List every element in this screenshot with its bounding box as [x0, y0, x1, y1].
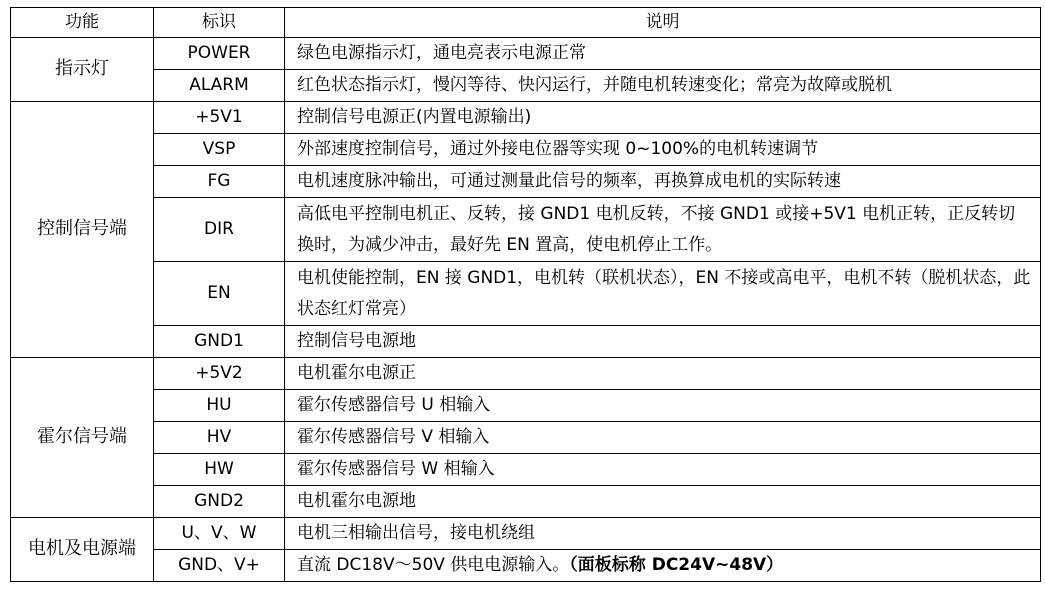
group-hall-signal: 霍尔信号端 [11, 358, 154, 518]
table-row [11, 486, 1041, 518]
signal-id: GND1 [154, 326, 285, 358]
header-description: 说明 [285, 8, 1041, 38]
power-input-text: 直流 DC18V～50V 供电电源输入。 [297, 555, 570, 576]
signal-id: GND2 [154, 486, 285, 518]
table-row [11, 134, 1041, 166]
signal-id: ALARM [154, 70, 285, 102]
group-control-signal: 控制信号端 [11, 102, 154, 358]
table-row [11, 454, 1041, 486]
signal-id: VSP [154, 134, 285, 166]
signal-id: HU [154, 390, 285, 422]
header-function: 功能 [11, 8, 154, 38]
signal-description: 红色状态指示灯，慢闪等待、快闪运行，并随电机转速变化；常亮为故障或脱机 [285, 70, 1041, 102]
signal-id: +5V1 [154, 102, 285, 134]
group-motor-power: 电机及电源端 [11, 518, 154, 582]
table-row [11, 70, 1041, 102]
signal-description: 控制信号电源地 [285, 326, 1041, 358]
panel-rating-note: （面板标称 DC24V~48V） [569, 555, 784, 576]
signal-description [285, 550, 1041, 582]
signal-id: +5V2 [154, 358, 285, 390]
signal-description: 电机速度脉冲输出，可通过测量此信号的频率，再换算成电机的实际转速 [285, 166, 1041, 198]
table-row [11, 102, 1041, 134]
table-row [11, 550, 1041, 582]
pin-function-table [10, 7, 1041, 582]
signal-description: 高低电平控制电机正、反转，接 GND1 电机反转，不接 GND1 或接+5V1 电机正转，正反转切换时，为减少冲击，最好先 EN 置高，使电机停止工作。 [285, 198, 1041, 262]
signal-id: EN [154, 262, 285, 326]
signal-id: HV [154, 422, 285, 454]
signal-description: 控制信号电源正(内置电源输出) [285, 102, 1041, 134]
table-row [11, 390, 1041, 422]
table-row [11, 262, 1041, 326]
signal-id: POWER [154, 38, 285, 70]
signal-id: DIR [154, 198, 285, 262]
signal-id: U、V、W [154, 518, 285, 550]
table-row [11, 518, 1041, 550]
header-row [11, 8, 1041, 38]
table-row [11, 326, 1041, 358]
signal-id: FG [154, 166, 285, 198]
group-indicator: 指示灯 [11, 38, 154, 102]
table-row [11, 358, 1041, 390]
signal-description: 电机三相输出信号，接电机绕组 [285, 518, 1041, 550]
table-row [11, 198, 1041, 262]
signal-id: HW [154, 454, 285, 486]
header-id: 标识 [154, 8, 285, 38]
signal-description: 电机使能控制，EN 接 GND1，电机转（联机状态），EN 不接或高电平，电机不转（脱机状态，此状态红灯常亮） [285, 262, 1041, 326]
signal-description: 霍尔传感器信号 W 相输入 [285, 454, 1041, 486]
signal-description: 电机霍尔电源正 [285, 358, 1041, 390]
table-row [11, 38, 1041, 70]
table-row [11, 422, 1041, 454]
signal-description: 绿色电源指示灯，通电亮表示电源正常 [285, 38, 1041, 70]
signal-description: 霍尔传感器信号 U 相输入 [285, 390, 1041, 422]
signal-id: GND、V+ [154, 550, 285, 582]
signal-description: 外部速度控制信号，通过外接电位器等实现 0~100%的电机转速调节 [285, 134, 1041, 166]
table-row [11, 166, 1041, 198]
signal-description: 霍尔传感器信号 V 相输入 [285, 422, 1041, 454]
signal-description: 电机霍尔电源地 [285, 486, 1041, 518]
